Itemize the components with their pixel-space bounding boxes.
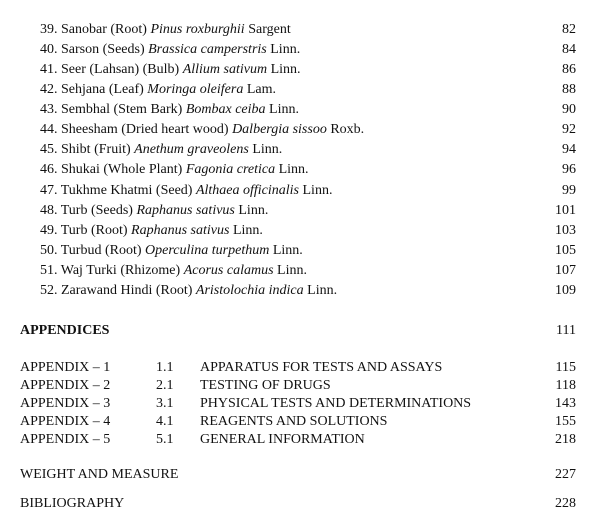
entry-botanical-name: Fagonia cretica (185, 162, 276, 177)
appendix-label: APPENDIX – 4 (20, 414, 111, 429)
entry-part: (Fruit) (94, 142, 131, 157)
entry-author: Linn. (252, 142, 283, 157)
entry-page-number: 94 (562, 142, 576, 157)
entry-name: Sanobar (61, 22, 107, 37)
entry-page-number: 84 (562, 42, 576, 57)
bibliography-title: BIBLIOGRAPHY (20, 496, 125, 511)
entry-name: Waj Turki (60, 263, 117, 278)
entry-page-number: 105 (555, 243, 576, 258)
appendix-label: APPENDIX – 5 (20, 432, 111, 447)
appendix-title: PHYSICAL TESTS AND DETERMINATIONS (200, 396, 472, 411)
toc-entry (40, 60, 576, 79)
entry-name: Turb (60, 223, 88, 238)
appendix-row (20, 395, 576, 413)
appendix-title: TESTING OF DRUGS (200, 378, 331, 393)
entry-author: Sargent (248, 22, 291, 37)
toc-entry (40, 40, 576, 59)
entry-botanical-name: Anethum graveolens (134, 142, 249, 157)
entry-number: 45. (40, 142, 58, 157)
toc-entry (40, 120, 576, 139)
appendix-title: APPARATUS FOR TESTS AND ASSAYS (200, 360, 443, 375)
toc-entry (40, 100, 576, 119)
appendices-heading: APPENDICES (20, 323, 110, 338)
entry-page-number: 82 (562, 22, 576, 37)
entry-name: Sembhal (61, 102, 110, 117)
entry-name: Turb (60, 203, 88, 218)
entry-name: Shukai (61, 162, 100, 177)
entry-author: Linn. (238, 203, 269, 218)
entry-page-number: 101 (555, 203, 576, 218)
appendix-page-number: 218 (555, 432, 576, 447)
entry-number: 43. (40, 102, 58, 117)
appendix-section-number: 1.1 (156, 360, 174, 375)
entry-author: Roxb. (330, 122, 365, 137)
toc-entry (40, 160, 576, 179)
appendix-row (20, 377, 576, 395)
entry-page-number: 103 (555, 223, 576, 238)
entry-number: 47. (40, 183, 58, 198)
entry-name: Sehjana (61, 82, 106, 97)
toc-entry (40, 181, 576, 200)
entry-page-number: 99 (562, 183, 576, 198)
entry-author: Lam. (246, 82, 276, 97)
entry-number: 52. (40, 283, 58, 298)
toc-entry (40, 261, 576, 280)
entry-part: (Lahsan) (Bulb) (89, 62, 180, 77)
entry-name: Tukhme Khatmi (60, 183, 153, 198)
entry-name: Seer (61, 62, 86, 77)
entry-number: 42. (40, 82, 58, 97)
entry-page-number: 96 (562, 162, 576, 177)
entry-page-number: 92 (562, 122, 576, 137)
appendix-row (20, 413, 576, 431)
entry-author: Linn. (270, 42, 301, 57)
entry-botanical-name: Raphanus sativus (136, 203, 235, 218)
appendices-page-number: 111 (556, 323, 576, 338)
entry-number: 49. (40, 223, 58, 238)
entry-part: (Seeds) (102, 42, 145, 57)
entry-author: Linn. (272, 243, 303, 258)
entry-number: 40. (40, 42, 58, 57)
bibliography-page-number: 228 (555, 496, 576, 511)
entry-author: Linn. (269, 102, 299, 117)
entry-botanical-name: Brassica camperstris (148, 42, 267, 57)
entry-author: Linn. (302, 183, 333, 198)
entry-author: Linn. (307, 283, 338, 298)
entry-botanical-name: Allium sativum (182, 62, 268, 77)
entry-name: Shibt (61, 142, 91, 157)
entry-botanical-name: Raphanus sativus (131, 223, 230, 238)
toc-entry (40, 241, 576, 260)
entry-number: 41. (40, 62, 58, 77)
appendix-section-number: 2.1 (156, 378, 174, 393)
entry-part: (Rhizome) (120, 263, 181, 278)
entry-botanical-name: Aristolochia indica (195, 283, 304, 298)
entry-page-number: 86 (562, 62, 576, 77)
entry-author: Linn. (278, 162, 309, 177)
entry-page-number: 107 (555, 263, 576, 278)
appendix-page-number: 115 (555, 360, 576, 375)
appendix-label: APPENDIX – 3 (20, 396, 111, 411)
appendix-row (20, 431, 576, 449)
entry-part: (Whole Plant) (103, 162, 183, 177)
entry-part: (Root) (110, 22, 147, 37)
toc-entry (40, 20, 576, 39)
entry-name: Sheesham (61, 122, 118, 137)
entry-author: Linn. (232, 223, 263, 238)
entry-author: Linn. (277, 263, 307, 278)
appendix-title: REAGENTS AND SOLUTIONS (200, 414, 388, 429)
appendix-row (20, 359, 576, 377)
entry-name: Turbud (60, 243, 102, 258)
appendices-heading-row (20, 322, 576, 340)
entry-part: (Seeds) (90, 203, 133, 218)
appendix-label: APPENDIX – 1 (20, 360, 111, 375)
entry-page-number: 109 (555, 283, 576, 298)
appendix-label: APPENDIX – 2 (20, 378, 111, 393)
entry-author: Linn. (270, 62, 301, 77)
entry-part: (Root) (155, 283, 193, 298)
entry-botanical-name: Dalbergia sissoo (232, 122, 327, 137)
toc-entry (40, 201, 576, 220)
entry-number: 44. (40, 122, 58, 137)
entry-botanical-name: Bombax ceiba (185, 102, 266, 117)
entry-botanical-name: Pinus roxburghii (150, 22, 245, 37)
entry-botanical-name: Althaea officinalis (195, 183, 299, 198)
toc-entry (40, 221, 576, 240)
entry-page-number: 90 (562, 102, 576, 117)
entry-botanical-name: Moringa oleifera (147, 82, 244, 97)
entry-part: (Stem Bark) (113, 102, 183, 117)
weight-and-measure-title: WEIGHT AND MEASURE (20, 467, 179, 482)
appendix-page-number: 143 (555, 396, 576, 411)
entry-part: (Dried heart wood) (121, 122, 229, 137)
entry-number: 39. (40, 22, 58, 37)
entry-page-number: 88 (562, 82, 576, 97)
entry-number: 46. (40, 162, 58, 177)
appendix-section-number: 5.1 (156, 432, 174, 447)
entry-part: (Root) (104, 243, 142, 258)
appendix-title: GENERAL INFORMATION (200, 432, 365, 447)
entry-number: 51. (40, 263, 58, 278)
weight-and-measure-row (20, 466, 576, 484)
toc-entry (40, 140, 576, 159)
entry-number: 48. (40, 203, 58, 218)
appendix-page-number: 155 (555, 414, 576, 429)
entry-part: (Leaf) (108, 82, 144, 97)
entry-part: (Root) (90, 223, 128, 238)
appendix-section-number: 3.1 (156, 396, 174, 411)
entry-botanical-name: Acorus calamus (183, 263, 274, 278)
appendix-section-number: 4.1 (156, 414, 174, 429)
entry-number: 50. (40, 243, 58, 258)
appendix-page-number: 118 (555, 378, 576, 393)
entry-name: Sarson (61, 42, 100, 57)
bibliography-row (20, 495, 576, 513)
toc-entry (40, 281, 576, 300)
entry-part: (Seed) (155, 183, 193, 198)
entry-name: Zarawand Hindi (61, 283, 153, 298)
weight-and-measure-page-number: 227 (555, 467, 576, 482)
entry-botanical-name: Operculina turpethum (145, 243, 270, 258)
toc-entry (40, 80, 576, 99)
